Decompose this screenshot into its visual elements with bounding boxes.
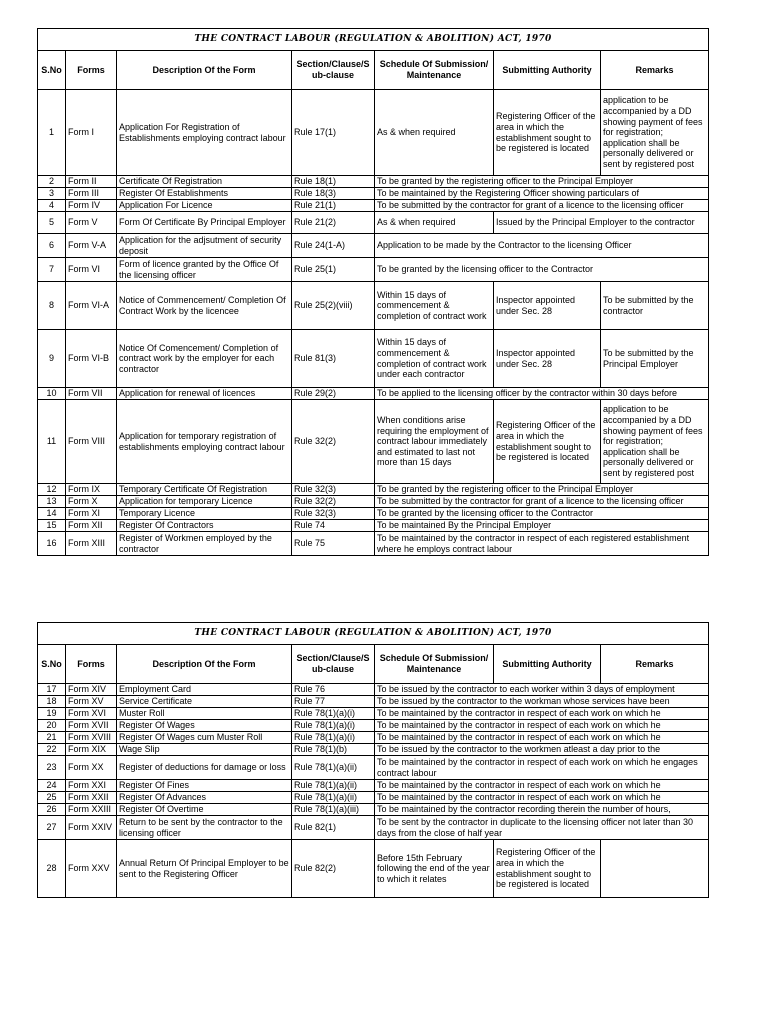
row-authority: Registering Officer of the area in which the establishment sought to be registered is located [494, 840, 601, 898]
table-row [38, 282, 709, 330]
table-row [38, 532, 709, 556]
row-section: Rule 78(1)(b) [292, 744, 375, 756]
row-form: Form VII [66, 388, 117, 400]
contract-labour-table-2 [37, 622, 709, 898]
table-row [38, 90, 709, 176]
row-description: Application For Registration of Establishments employing contract labour [117, 90, 292, 176]
row-section: Rule 17(1) [292, 90, 375, 176]
row-sno: 18 [38, 696, 66, 708]
row-sno: 8 [38, 282, 66, 330]
row-schedule-note: To be submitted by the contractor for grant of a licence to the licensing officer [375, 496, 709, 508]
row-form: Form XXII [66, 792, 117, 804]
row-schedule-note: To be submitted by the contractor for grant of a licence to the licensing officer [375, 200, 709, 212]
table-row [38, 804, 709, 816]
row-description: Register of deductions for damage or loss [117, 756, 292, 780]
row-section: Rule 32(3) [292, 508, 375, 520]
row-description: Application for the adjsutment of security deposit [117, 234, 292, 258]
row-authority: Inspector appointed under Sec. 28 [494, 282, 601, 330]
row-section: Rule 78(1)(a)(i) [292, 720, 375, 732]
table-row [38, 732, 709, 744]
row-form: Form V-A [66, 234, 117, 258]
row-form: Form XI [66, 508, 117, 520]
row-remarks: To be submitted by the contractor [601, 282, 709, 330]
table-title: THE CONTRACT LABOUR (REGULATION & ABOLITION) ACT, 1970 [38, 623, 709, 645]
row-description: Certificate Of Registration [117, 176, 292, 188]
row-sno: 24 [38, 780, 66, 792]
table-row [38, 176, 709, 188]
row-description: Annual Return Of Principal Employer to be sent to the Registering Officer [117, 840, 292, 898]
row-authority: Registering Officer of the area in which the establishment sought to be registered is located [494, 400, 601, 484]
row-sno: 2 [38, 176, 66, 188]
header-description: Description Of the Form [117, 645, 292, 684]
table-row [38, 234, 709, 258]
table-row [38, 520, 709, 532]
row-schedule: Before 15th February following the end of the year to which it relates [375, 840, 494, 898]
row-section: Rule 21(1) [292, 200, 375, 212]
table-row [38, 388, 709, 400]
row-form: Form II [66, 176, 117, 188]
row-schedule-note: To be issued by the contractor to each worker within 3 days of employment [375, 684, 709, 696]
header-schedule: Schedule Of Submission/ Maintenance [375, 51, 494, 90]
row-section: Rule 29(2) [292, 388, 375, 400]
row-description: Service Certificate [117, 696, 292, 708]
row-schedule-note: Application to be made by the Contractor to the licensing Officer [375, 234, 709, 258]
row-form: Form XX [66, 756, 117, 780]
header-forms: Forms [66, 645, 117, 684]
table-row [38, 400, 709, 484]
row-section: Rule 18(1) [292, 176, 375, 188]
header-section: Section/Clause/S ub-clause [292, 645, 375, 684]
row-form: Form XIV [66, 684, 117, 696]
row-remarks: application to be accompanied by a DD showing payment of fees for registration; application shall be personally delivered or sent by registered post [601, 90, 709, 176]
row-form: Form XXI [66, 780, 117, 792]
header-authority: Submitting Authority [494, 51, 601, 90]
row-section: Rule 78(1)(a)(iii) [292, 804, 375, 816]
table-row [38, 200, 709, 212]
row-sno: 13 [38, 496, 66, 508]
row-sno: 7 [38, 258, 66, 282]
table-row [38, 258, 709, 282]
row-description: Register Of Establishments [117, 188, 292, 200]
row-sno: 22 [38, 744, 66, 756]
row-sno: 9 [38, 330, 66, 388]
row-form: Form XVIII [66, 732, 117, 744]
table-row [38, 816, 709, 840]
row-schedule-note: To be granted by the licensing officer to the Contractor [375, 508, 709, 520]
row-schedule: Within 15 days of commencement & completion of contract work [375, 282, 494, 330]
row-section: Rule 25(2)(viii) [292, 282, 375, 330]
row-schedule-note: To be maintained By the Principal Employer [375, 520, 709, 532]
row-sno: 10 [38, 388, 66, 400]
table-row [38, 756, 709, 780]
row-form: Form XXIV [66, 816, 117, 840]
row-description: Form of licence granted by the Office Of the licensing officer [117, 258, 292, 282]
header-sno: S.No [38, 51, 66, 90]
row-section: Rule 78(1)(a)(i) [292, 708, 375, 720]
row-form: Form XIII [66, 532, 117, 556]
row-authority-remarks: Issued by the Principal Employer to the contractor [494, 212, 709, 234]
table-body [38, 90, 709, 556]
row-form: Form XV [66, 696, 117, 708]
row-schedule-note: To be maintained by the Registering Officer showing particulars of [375, 188, 709, 200]
header-description: Description Of the Form [117, 51, 292, 90]
row-form: Form XVII [66, 720, 117, 732]
row-remarks: application to be accompanied by a DD showing payment of fees for registration; application shall be personally delivered or sent by registered post [601, 400, 709, 484]
table-row [38, 508, 709, 520]
row-sno: 3 [38, 188, 66, 200]
row-schedule-note: To be granted by the registering officer to the Principal Employer [375, 484, 709, 496]
row-description: Wage Slip [117, 744, 292, 756]
row-section: Rule 78(1)(a)(ii) [292, 792, 375, 804]
row-description: Register Of Wages cum Muster Roll [117, 732, 292, 744]
row-section: Rule 32(2) [292, 400, 375, 484]
table-title: THE CONTRACT LABOUR (REGULATION & ABOLITION) ACT, 1970 [38, 29, 709, 51]
row-schedule-note: To be maintained by the contractor in respect of each work on which he [375, 720, 709, 732]
row-sno: 16 [38, 532, 66, 556]
contract-labour-table-1 [37, 28, 709, 556]
row-form: Form VI-B [66, 330, 117, 388]
table-row [38, 696, 709, 708]
row-sno: 6 [38, 234, 66, 258]
row-schedule: As & when required [375, 212, 494, 234]
row-sno: 5 [38, 212, 66, 234]
row-form: Form VI-A [66, 282, 117, 330]
row-description: Register of Workmen employed by the contractor [117, 532, 292, 556]
row-form: Form VIII [66, 400, 117, 484]
header-remarks: Remarks [601, 51, 709, 90]
row-section: Rule 18(3) [292, 188, 375, 200]
row-authority: Registering Officer of the area in which the establishment sought to be registered is located [494, 90, 601, 176]
row-section: Rule 82(2) [292, 840, 375, 898]
row-sno: 15 [38, 520, 66, 532]
row-description: Return to be sent by the contractor to the licensing officer [117, 816, 292, 840]
row-description: Register Of Advances [117, 792, 292, 804]
row-sno: 1 [38, 90, 66, 176]
row-section: Rule 77 [292, 696, 375, 708]
table-row [38, 840, 709, 898]
row-schedule: Within 15 days of commencement & completion of contract work under each contractor [375, 330, 494, 388]
header-authority: Submitting Authority [494, 645, 601, 684]
row-description: Notice Of Comencement/ Completion of contract work by the employer for each contractor [117, 330, 292, 388]
table-row [38, 744, 709, 756]
row-section: Rule 21(2) [292, 212, 375, 234]
row-section: Rule 24(1-A) [292, 234, 375, 258]
row-sno: 25 [38, 792, 66, 804]
row-schedule-note: To be maintained by the contractor in respect of each registered establishment where he employs contract labour [375, 532, 709, 556]
row-authority: Inspector appointed under Sec. 28 [494, 330, 601, 388]
header-remarks: Remarks [601, 645, 709, 684]
row-sno: 20 [38, 720, 66, 732]
row-schedule-note: To be issued by the contractor to the workman whose services have been [375, 696, 709, 708]
row-schedule-note: To be maintained by the contractor in respect of each work on which he engages contract labour [375, 756, 709, 780]
row-sno: 17 [38, 684, 66, 696]
row-form: Form X [66, 496, 117, 508]
row-description: Temporary Licence [117, 508, 292, 520]
table-row [38, 496, 709, 508]
row-schedule: When conditions arise requiring the employment of contract labour immediately and estimated to last not more than 15 days [375, 400, 494, 484]
row-section: Rule 75 [292, 532, 375, 556]
row-sno: 14 [38, 508, 66, 520]
row-sno: 21 [38, 732, 66, 744]
row-schedule-note: To be applied to the licensing officer by the contractor within 30 days before [375, 388, 709, 400]
row-schedule-note: To be granted by the licensing officer to the Contractor [375, 258, 709, 282]
row-form: Form XVI [66, 708, 117, 720]
header-sno: S.No [38, 645, 66, 684]
table-row [38, 792, 709, 804]
table-row [38, 330, 709, 388]
row-section: Rule 32(3) [292, 484, 375, 496]
row-form: Form XII [66, 520, 117, 532]
row-description: Register Of Overtime [117, 804, 292, 816]
header-forms: Forms [66, 51, 117, 90]
row-schedule-note: To be granted by the registering officer to the Principal Employer [375, 176, 709, 188]
table-body [38, 684, 709, 898]
row-section: Rule 25(1) [292, 258, 375, 282]
row-schedule-note: To be sent by the contractor in duplicate to the licensing officer not later than 30 days from the close of half year [375, 816, 709, 840]
row-section: Rule 81(3) [292, 330, 375, 388]
row-schedule-note: To be maintained by the contractor in respect of each work on which he [375, 732, 709, 744]
row-schedule-note: To be maintained by the contractor recording therein the number of hours, [375, 804, 709, 816]
row-sno: 26 [38, 804, 66, 816]
header-section: Section/Clause/S ub-clause [292, 51, 375, 90]
row-schedule-note: To be maintained by the contractor in respect of each work on which he [375, 792, 709, 804]
row-description: Register Of Contractors [117, 520, 292, 532]
row-description: Muster Roll [117, 708, 292, 720]
row-sno: 23 [38, 756, 66, 780]
row-sno: 19 [38, 708, 66, 720]
row-schedule-note: To be maintained by the contractor in respect of each work on which he [375, 780, 709, 792]
row-form: Form III [66, 188, 117, 200]
row-section: Rule 76 [292, 684, 375, 696]
row-form: Form IV [66, 200, 117, 212]
row-schedule-note: To be issued by the contractor to the workmen atleast a day prior to the [375, 744, 709, 756]
header-schedule: Schedule Of Submission/ Maintenance [375, 645, 494, 684]
row-description: Register Of Fines [117, 780, 292, 792]
row-section: Rule 82(1) [292, 816, 375, 840]
row-description: Employment Card [117, 684, 292, 696]
table-row [38, 720, 709, 732]
row-section: Rule 78(1)(a)(i) [292, 732, 375, 744]
row-description: Register Of Wages [117, 720, 292, 732]
row-description: Application for temporary registration of establishments employing contract labour [117, 400, 292, 484]
row-sno: 4 [38, 200, 66, 212]
row-form: Form XXV [66, 840, 117, 898]
row-section: Rule 78(1)(a)(ii) [292, 756, 375, 780]
row-form: Form XIX [66, 744, 117, 756]
table-row [38, 188, 709, 200]
table-row [38, 212, 709, 234]
row-schedule: As & when required [375, 90, 494, 176]
row-description: Form Of Certificate By Principal Employer [117, 212, 292, 234]
row-schedule-note: To be maintained by the contractor in respect of each work on which he [375, 708, 709, 720]
row-description: Temporary Certificate Of Registration [117, 484, 292, 496]
row-description: Application for renewal of licences [117, 388, 292, 400]
table-row [38, 684, 709, 696]
row-section: Rule 78(1)(a)(ii) [292, 780, 375, 792]
table-row [38, 484, 709, 496]
row-sno: 11 [38, 400, 66, 484]
row-description: Notice of Commencement/ Completion Of Contract Work by the licencee [117, 282, 292, 330]
row-form: Form VI [66, 258, 117, 282]
row-section: Rule 74 [292, 520, 375, 532]
table-row [38, 708, 709, 720]
row-sno: 27 [38, 816, 66, 840]
row-form: Form XXIII [66, 804, 117, 816]
row-description: Application for temporary Licence [117, 496, 292, 508]
row-remarks [601, 840, 709, 898]
row-section: Rule 32(2) [292, 496, 375, 508]
row-remarks: To be submitted by the Principal Employer [601, 330, 709, 388]
row-sno: 12 [38, 484, 66, 496]
row-form: Form IX [66, 484, 117, 496]
row-sno: 28 [38, 840, 66, 898]
row-description: Application For Licence [117, 200, 292, 212]
row-form: Form I [66, 90, 117, 176]
table-row [38, 780, 709, 792]
row-form: Form V [66, 212, 117, 234]
